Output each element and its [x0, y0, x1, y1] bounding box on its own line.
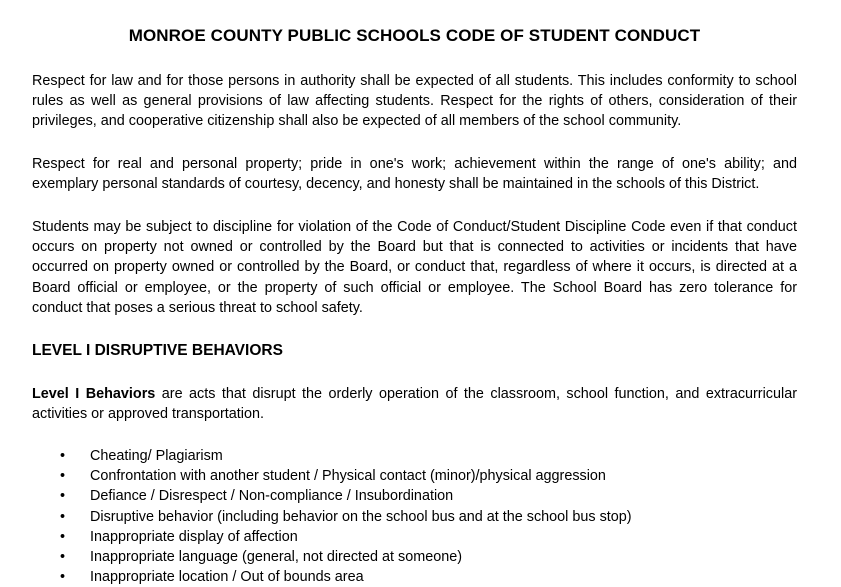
- bullet-icon: •: [60, 508, 66, 525]
- list-item-text: Confrontation with another student / Physical contact (minor)/physical aggression: [90, 468, 606, 485]
- paragraph-level-1-intro: [32, 384, 797, 424]
- bullet-icon: •: [60, 448, 66, 464]
- list-item: [32, 466, 797, 486]
- paragraph-respect-for-law: Respect for law and for those persons in authority shall be expected of all students. This includes conformity to school rules as well as general provisions of law affecting students. Respect for the rights of others, consideration of their privileges, and cooperative citizenship shall also be expected of all members of the school community.: [32, 73, 797, 130]
- list-item: [32, 486, 797, 506]
- paragraph-respect-for-property: Respect for real and personal property; pride in one's work; achievement within the range of one's ability; and exemplary personal standards of courtesy, decency, and honesty shall be maintained in the schools of this District.: [32, 156, 797, 193]
- list-item-text: Cheating/ Plagiarism: [90, 448, 223, 464]
- behavior-list: [32, 446, 797, 587]
- level-1-intro-text: are acts that disrupt the orderly operation of the classroom, school function, and extracurricular activities or approved transportation.: [32, 386, 797, 423]
- bullet-icon: •: [60, 549, 66, 566]
- list-item: [32, 507, 797, 527]
- list-item: [32, 547, 797, 567]
- list-item-text: Defiance / Disrespect / Non-compliance / Insubordination: [90, 488, 454, 505]
- paragraph-discipline-scope: Students may be subject to discipline for violation of the Code of Conduct/Student Discipline Code even if that conduct occurs on property not owned or controlled by the Board but that is connected to activities or incidents that have occurred on property owned or controlled by the Board, or conduct that, regardless of where it occurs, is directed at a Board official or employee, or the property of such official or employee. The School Board has zero tolerance for conduct that poses a serious threat to school safety.: [32, 219, 797, 316]
- list-item-text: Inappropriate language (general, not directed at someone): [90, 549, 463, 566]
- list-item: [32, 446, 797, 466]
- section-heading-level-1: LEVEL I DISRUPTIVE BEHAVIORS: [32, 342, 283, 359]
- bullet-icon: •: [60, 488, 66, 505]
- bullet-icon: •: [60, 569, 66, 586]
- list-item-text: Disruptive behavior (including behavior on the school bus and at the school bus stop): [90, 508, 632, 525]
- bullet-icon: •: [60, 528, 66, 545]
- document-title: MONROE COUNTY PUBLIC SCHOOLS CODE OF STUDENT CONDUCT: [128, 26, 701, 45]
- list-item-text: Inappropriate location / Out of bounds area: [90, 569, 364, 586]
- level-1-lead-text: Level I Behaviors: [32, 386, 156, 402]
- list-item: [32, 527, 797, 547]
- bullet-icon: •: [60, 468, 66, 485]
- list-item-text: Inappropriate display of affection: [90, 528, 298, 545]
- list-item: [32, 567, 797, 587]
